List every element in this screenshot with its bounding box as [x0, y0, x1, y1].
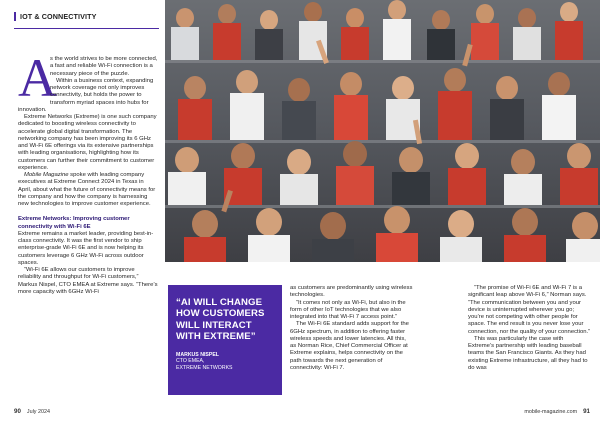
left-text-column: [18, 48, 158, 296]
section-rule: [14, 28, 159, 29]
section-title: IOT & CONNECTIVITY: [14, 12, 154, 21]
body-paragraph: This was particularly the case with Extreme’s partnership with leading baseball teams the San Francisco Giants. As they had existing Extreme infrastructure, all they had to do was: [468, 335, 588, 371]
quote-attribution-role: CTO EMEA,: [176, 358, 205, 365]
body-paragraph: “It comes not only as Wi-Fi, but also in the form of other IoT technologies that we also integrated into that Wi-Fi 7 access point.”: [290, 299, 406, 320]
body-paragraph: Extreme Networks (Extreme) is one such company dedicated to boosting wireless connectivity to accelerate global digital transformation. The networking company has been improving its 6 GHz and Wi-Fi 6E offerings via its extensive partnerships with leading organisations, highlighting how its customers can further their commitment to customer experience.: [18, 114, 157, 171]
site-url: mobile-magazine.com: [524, 409, 578, 415]
left-folio: [14, 408, 50, 415]
right-text-column: [468, 285, 591, 372]
stadium-crowd-photo: [165, 0, 600, 262]
right-folio: [524, 408, 590, 415]
subheading: Extreme Networks: Improving customer connectivity with Wi-Fi 6E: [18, 216, 130, 230]
quote-text: “AI WILL CHANGE HOW CUSTOMERS WILL INTERACT WITH EXTREME”: [176, 297, 265, 342]
body-paragraph: [18, 172, 158, 208]
body-paragraph: Within a business context, expanding network coverage not only improves connectivity, but holds the power to transform myriad spaces into hubs for innovation.: [18, 77, 154, 113]
page-number: 90: [14, 408, 21, 415]
pull-quote: [168, 285, 282, 395]
body-paragraph: “The promise of Wi-Fi 6E and Wi-Fi 7 is a significant leap above Wi-Fi 6,” Norman says. “The communication between you and your device is uninterrupted wherever you go; you’re not competing with other people for space. The end result is you never lose your connection, nor the quality of your connection.”: [468, 285, 591, 335]
publication-name: Mobile Magazine: [24, 172, 69, 178]
drop-cap: A: [18, 48, 57, 108]
issue-date: July 2024: [26, 409, 50, 415]
quote-attribution-name: MARKUS NISPEL: [176, 352, 219, 359]
body-paragraph: “Wi-Fi 6E allows our customers to improve reliability and throughput for Wi-Fi customers,” Markus Nispel, CTO EMEA at Extreme says. “There’s more capacity with 6GHz Wi-Fi: [18, 267, 158, 295]
intro-paragraph: s the world strives to be more connected, a fast and reliable Wi-Fi connection is a necessary piece of the puzzle.: [50, 56, 158, 77]
body-paragraph: The Wi-Fi 6E standard adds support for the 6GHz spectrum, in addition to offering faster wireless speeds and lower latencies. All this, as Norman Rice, Chief Commercial Officer at Extreme explains, helps connectivity on the path towards the next generation of connectivity: Wi-Fi 7.: [290, 321, 409, 371]
body-paragraph: Extreme remains a market leader, providing best-in-class connectivity. It was the first vendor to ship enterprise-grade Wi-Fi 6E and is now helping its customers leverage 6 GHz Wi-Fi across outdoor spaces.: [18, 230, 154, 266]
body-text: spoke with leading company executives at Extreme Connect 2024 in Texas in April, about what the future of connectivity means for the company and how the company is harnessing new technologies to improve customer experience.: [18, 172, 156, 207]
middle-text-column: [290, 285, 413, 372]
quote-attribution-company: EXTREME NETWORKS: [176, 364, 233, 371]
page-number: 91: [583, 408, 590, 415]
crowd-image: [165, 0, 600, 262]
body-paragraph: as customers are predominantly using wireless technologies.: [290, 285, 413, 299]
